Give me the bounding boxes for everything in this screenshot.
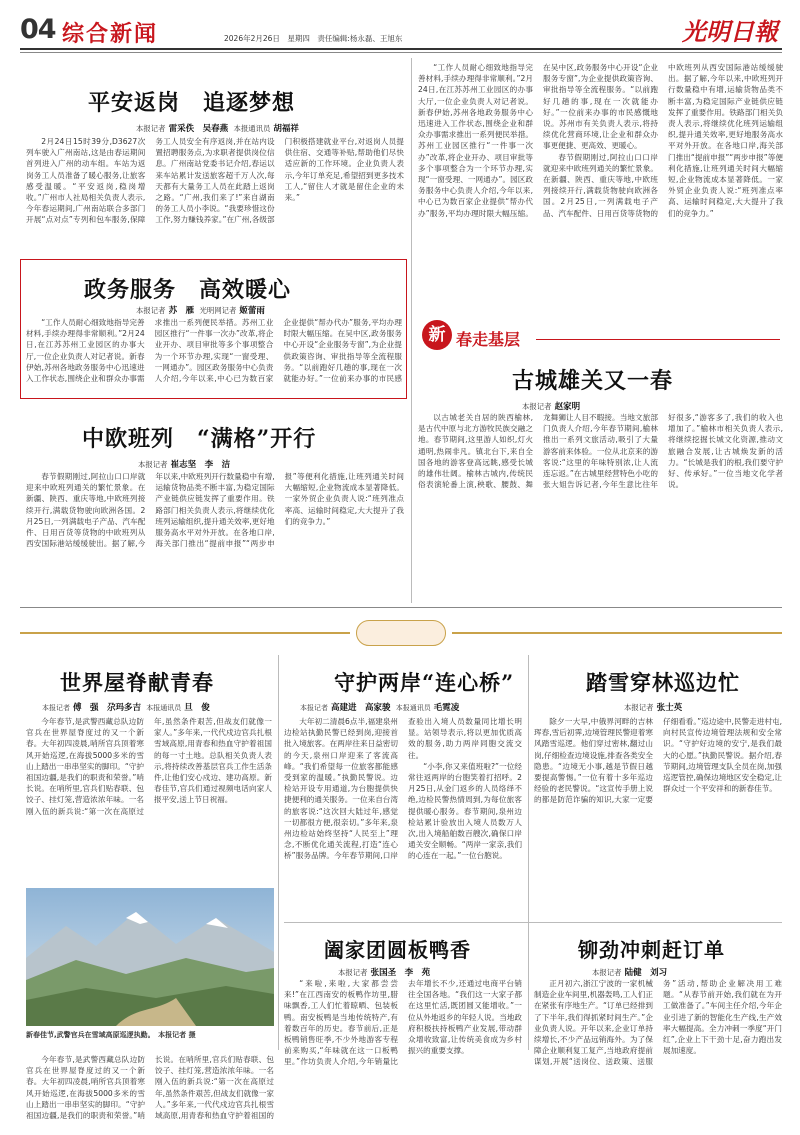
- byline-maojin: 本报记者 陆健 刘习: [592, 968, 668, 978]
- byline-tuanyuan: 本报记者 张国圣 李 苑: [338, 968, 431, 978]
- masthead-rule-thin: [20, 52, 782, 53]
- section-title: 综合新闻: [62, 21, 159, 47]
- xinchun-banner: [418, 320, 782, 350]
- page-number: 04: [20, 14, 56, 45]
- body-shijiewu-tail: 今年春节,是武警西藏总队边防官兵在世界屋脊度过的又一个新春。大年初四凌晨,哨所官兵顶着寒风开始巡逻,在海拔5000多米的雪山上踏出一串串坚实的脚印。“守护祖国边疆,是我们的职责和荣誉。”哨长说。在哨所里,官兵们贴春联、包饺子、挂灯笼,营造浓浓年味。一名刚入伍的新兵说:“第一次在高原过年,虽然条件艰苦,但战友们就像一家人。”多年来,一代代戍边官兵扎根雪域高原,用青春和热血守护着祖国的: [26, 1055, 274, 1121]
- byline-zhengwu: 本报记者 苏 雁 光明网记者 姬蕾雨: [136, 306, 265, 316]
- jinxiu-banner: [20, 619, 782, 647]
- jinxiu-line-left: [20, 632, 350, 634]
- byline-zhongou: 本报记者 崔志坚 李 洁: [138, 460, 231, 470]
- xinchun-badge: 新: [422, 320, 452, 350]
- date-line: 2026年2月26日 星期四 责任编辑:杨永磊、王旭东: [224, 34, 403, 43]
- masthead: [20, 8, 782, 48]
- body-maojin: 正月初六,浙江宁波的一家机械制造企业车间里,机器轰鸣,工人们正在紧张有序地生产。“订单已经排到了下半年,我们得抓紧时间生产。”企业负责人说。开年以来,企业订单持续增长,不少产品远销海外。为了保障企业顺利复工复产,当地政府提前谋划,开展“送岗位、送政策、送服务”活动,帮助企业解决用工难题。“从春节前开始,我们就在为开工做准备了。”车间主任介绍,今年企业引进了新的智能化生产线,生产效率大幅提高。全力冲刺一季度“开门红”,企业上下干劲十足,奋力跑出发展加速度。: [534, 979, 782, 1067]
- body-right-top: “工作人员耐心细致地指导完善材料,手续办理得非常顺利。”2月24日,在江苏苏州工业园区的办事大厅,一位企业负责人对记者说。新春伊始,苏州各地政务服务中心迅速进入工作状态,围绕企业和群众办事需求推出一系列便民举措。苏州工业园区推行“一件事一次办”改革,将企业开办、项目审批等多个事项整合为一个环节办理,实现“一窗受理、一网通办”。园区政务服务中心负责人介绍,今年以来,中心已为数百家企业提供“帮办代办”服务,平均办理时限大幅压缩。在吴中区,政务服务中心开设“企业服务专窗”,为企业提供政策咨询、审批指导等全流程服务。“以前跑好几趟的事,现在一次就能办好。”一位前来办事的市民感慨地说。苏州市有关负责人表示,将持续优化营商环境,让企业和群众办事更便捷、更高效、更暖心。 春节假期刚过,阿拉山口口岸就迎来中欧班列通关的繁忙景象。在新疆、陕西、重庆等地,中欧班列接续开行,满载货物驶向欧洲各国。2月25日,一列满载电子产品、汽车配件、日用百货等货物的中欧班列从西安国际港站缓缓驶出。据了解,今年以来,中欧班列开行数量稳中有增,运输货物品类不断丰富,为稳定国际产业链供应链发挥了重要作用。铁路部门相关负责人表示,将继续优化班列运输组织,提升通关效率,更好地服务高水平对外开放。在各地口岸,海关部门推出“提前申报”“两步申报”等便利化措施,让班列通关时间大幅缩短,企业物流成本显著降低。一家外贸企业负责人说:“班列准点率高、运输时间稳定,大大提升了我们的竞争力。”: [418, 63, 783, 218]
- body-shouhu: 大年初二清晨6点半,福建泉州边检站执勤民警已经到岗,迎接首批入境旅客。在两岸往来日益密切的今天,泉州口岸迎来了客流高峰。“我们希望每一位旅客都能感受到家的温暖。”执勤民警说。边检站开设专用通道,为台胞提供快捷便利的通关服务。一位来自台湾的旅客说:“这次回大陆过年,感觉一切都很方便,很亲切。”多年来,泉州边检站始终坚持“人民至上”理念,不断优化通关流程,打造“连心桥”服务品牌。今年春节期间,口岸查验出入境人员数量同比增长明显。站领导表示,将以更加优质高效的服务,助力两岸同胞交流交往。 “小李,你又来值班啦?”一位经常往返两岸的台胞笑着打招呼。2月25日,从金门返乡的人员络绎不绝,边检民警热情周到,为每位旅客提供暖心服务。春节期间,泉州边检站累计验放出入境人员数万人次,出入境船舶数百艘次,确保口岸通关安全顺畅。“两岸一家亲,我们的心连在一起。”一位台胞说。: [284, 717, 522, 861]
- byline-shijiewu: 本报记者 傅 强 尕玛多吉 本报通讯员 旦 俊: [42, 703, 210, 713]
- headline-shijiewu: 世界屋脊献青春: [60, 670, 214, 695]
- byline-taxue: 本报记者 张士英: [624, 703, 683, 713]
- xinchun-tag-visible: 春走基层: [456, 330, 521, 349]
- column-divider: [411, 58, 412, 603]
- jinxiu-line-right: [452, 632, 782, 634]
- headline-zhengwu: 政务服务 高效暖心: [84, 277, 292, 303]
- photo-caption: 新春佳节,武警官兵在雪域高原巡逻执勤。 本报记者 摄: [26, 1031, 196, 1039]
- byline-shouhu: 本报记者 高建进 高家骏 本报通讯员 毛霓凌: [300, 703, 460, 713]
- body-tuanyuan: “来啦,来啦,大家都尝尝来!”在江西南安的板鸭作坊里,腊味飘香,工人们忙着晾晒、包装板鸭。南安板鸭是当地传统特产,有着数百年的历史。春节前后,正是板鸭销售旺季,不少外地游客专程前来购买,“年味就在这一口板鸭里。”作坊负责人介绍,今年销量比去年增长不少,还通过电商平台销往全国各地。“我们这一大家子都在这里忙活,既团圆又能增收。”一位从外地返乡的年轻人说。当地政府积极扶持板鸭产业发展,带动群众增收致富,让传统美食成为乡村振兴的重要支撑。: [284, 979, 522, 1067]
- body-zhongou: 春节假期刚过,阿拉山口口岸就迎来中欧班列通关的繁忙景象。在新疆、陕西、重庆等地,中欧班列接续开行,满载货物驶向欧洲各国。2月25日,一列满载电子产品、汽车配件、日用百货等货物的中欧班列从西安国际港站缓缓驶出。据了解,今年以来,中欧班列开行数量稳中有增,运输货物品类不断丰富,为稳定国际产业链供应链发挥了重要作用。铁路部门相关负责人表示,将继续优化班列运输组织,提升通关效率,更好地服务高水平对外开放。在各地口岸,海关部门推出“提前申报”“两步申报”等便利化措施,让班列通关时间大幅缩短,企业物流成本显著降低。一家外贸企业负责人说:“班列准点率高、运输时间稳定,大大提升了我们的竞争力。”: [26, 472, 404, 549]
- divider-bottom-1: [278, 655, 279, 1050]
- landscape-illustration: [26, 888, 274, 1026]
- headline-zhongou: 中欧班列 “满格”开行: [82, 426, 317, 452]
- byline-gucheng: 本报记者 赵家明: [522, 402, 581, 412]
- body-shijiewu: 今年春节,是武警西藏总队边防官兵在世界屋脊度过的又一个新春。大年初四凌晨,哨所官兵顶着寒风开始巡逻,在海拔5000多米的雪山上踏出一串串坚实的脚印。“守护祖国边疆,是我们的职责和荣誉。”哨长说。在哨所里,官兵们贴春联、包饺子、挂灯笼,营造浓浓年味。一名刚入伍的新兵说:“第一次在高原过年,虽然条件艰苦,但战友们就像一家人。”多年来,一代代戍边官兵扎根雪域高原,用青春和热血守护着祖国的每一寸土地。总队相关负责人表示,将持续改善基层官兵工作生活条件,让他们安心戍边、建功高原。新春佳节,官兵们通过视频电话向家人报平安,送上节日祝福。: [26, 717, 272, 816]
- xinchun-rule: [536, 339, 780, 340]
- divider-bottom-2: [528, 655, 529, 1050]
- rule-tuanyuan: [284, 922, 782, 923]
- headline-shouhu: 守护两岸“连心桥”: [334, 670, 515, 695]
- body-zhengwu: “工作人员耐心细致地指导完善材料,手续办理得非常顺利。”2月24日,在江苏苏州工业园区的办事大厅,一位企业负责人对记者说。新春伊始,苏州各地政务服务中心迅速进入工作状态,围绕企业和群众办事需求推出一系列便民举措。苏州工业园区推行“一件事一次办”改革,将企业开办、项目审批等多个事项整合为一个环节办理,实现“一窗受理、一网通办”。园区政务服务中心负责人介绍,今年以来,中心已为数百家企业提供“帮办代办”服务,平均办理时限大幅压缩。在吴中区,政务服务中心开设“企业服务专窗”,为企业提供政策咨询、审批指导等全流程服务。“以前跑好几趟的事,现在一次就能办好。”一位前来办事的市民感: [26, 318, 402, 384]
- headline-taxue: 踏雪穿林巡边忙: [586, 670, 740, 695]
- body-taxue: 除夕一大早,中俄界河畔的吉林珲春,雪后初霁,边境管理民警迎着寒风踏雪巡逻。他们穿过密林,翻过山岗,仔细检查边境设施,排查各类安全隐患。“边境无小事,越是节假日越要提高警惕。”一位有着十多年巡边经验的老民警说。“这宣传手册上说的都是防范诈骗的知识,大家一定要仔细看看。”巡边途中,民警走进村屯,向村民宣传边境管理法规和安全常识。“守护好边境的安宁,是我们最大的心愿。”执勤民警说。据介绍,春节期间,边境管理支队全员在岗,加强巡逻管控,确保边境地区安全稳定,让群众过一个平安祥和的新春佳节。: [534, 717, 782, 805]
- headline-tuanyuan: 阖家团圆板鸭香: [324, 938, 471, 962]
- headline-pingan: 平安返岗 追逐梦想: [88, 90, 296, 116]
- section-rule: [20, 607, 782, 608]
- headline-gucheng: 古城雄关又一春: [512, 368, 674, 394]
- jinxiu-label-wrap: [356, 620, 446, 646]
- brand-logo: 光明日報: [682, 17, 778, 46]
- byline-pingan: 本报记者 雷采佚 吴春燕 本报通讯员 胡福祥: [136, 124, 299, 134]
- body-gucheng: 以古城老关自居的陕西榆林,是古代中原与北方游牧民族交融之地。春节期间,这里游人如织,灯火通明,热闹非凡。镇北台下,来自全国各地的游客登高远眺,感受长城的雄伟壮阔。榆林古城内,传统民俗表演轮番上演,秧歌、腰鼓、舞龙舞狮让人目不暇接。当地文旅部门负责人介绍,今年春节期间,榆林推出一系列文旅活动,吸引了大量游客前来体验。一位从北京来的游客说:“这里的年味特别浓,让人流连忘返。”在古城里经营特色小吃的张大姐告诉记者,今年生意比往年好很多,“游客多了,我们的收入也增加了。”榆林市相关负责人表示,将继续挖掘长城文化资源,推动文旅融合发展,让古城焕发新的活力。“长城是我们的根,我们要守护好、传承好。”一位当地文化学者说。: [418, 413, 783, 490]
- photo-snow-mountains: [26, 888, 274, 1026]
- headline-maojin: 铆劲冲刺赶订单: [578, 938, 725, 962]
- masthead-rule: [20, 48, 782, 50]
- body-pingan: 2月24日15时39分,D3627次列车驶入广州南站,这是由春运期间首列进入广州的动车组。车站为返岗务工人员准备了暖心服务,让旅客感受温暖。“平安返岗,稳岗增收。”广州市人社局相关负责人表示,今年春运期间,广州南站联合多部门开展“点对点”专列和包车服务,保障务工人员安全有序返岗,并在站内设置招聘服务点,为求职者提供岗位信息。广州南站党委书记介绍,春运以来车站累计发送旅客超千万人次,每天都有大量务工人员在此踏上返岗之路。“广州,我们来了!”来自湖南的务工人员小李说。“我要珍惜这份工作,努力赚钱养家。”在广州,各级部门积极搭建就业平台,对返岗人员提供住宿、交通等补贴,帮助他们尽快适应新的工作环境。企业负责人表示,今年订单充足,希望招到更多技术工人,“留住人才就是留住企业的未来。”: [26, 137, 404, 225]
